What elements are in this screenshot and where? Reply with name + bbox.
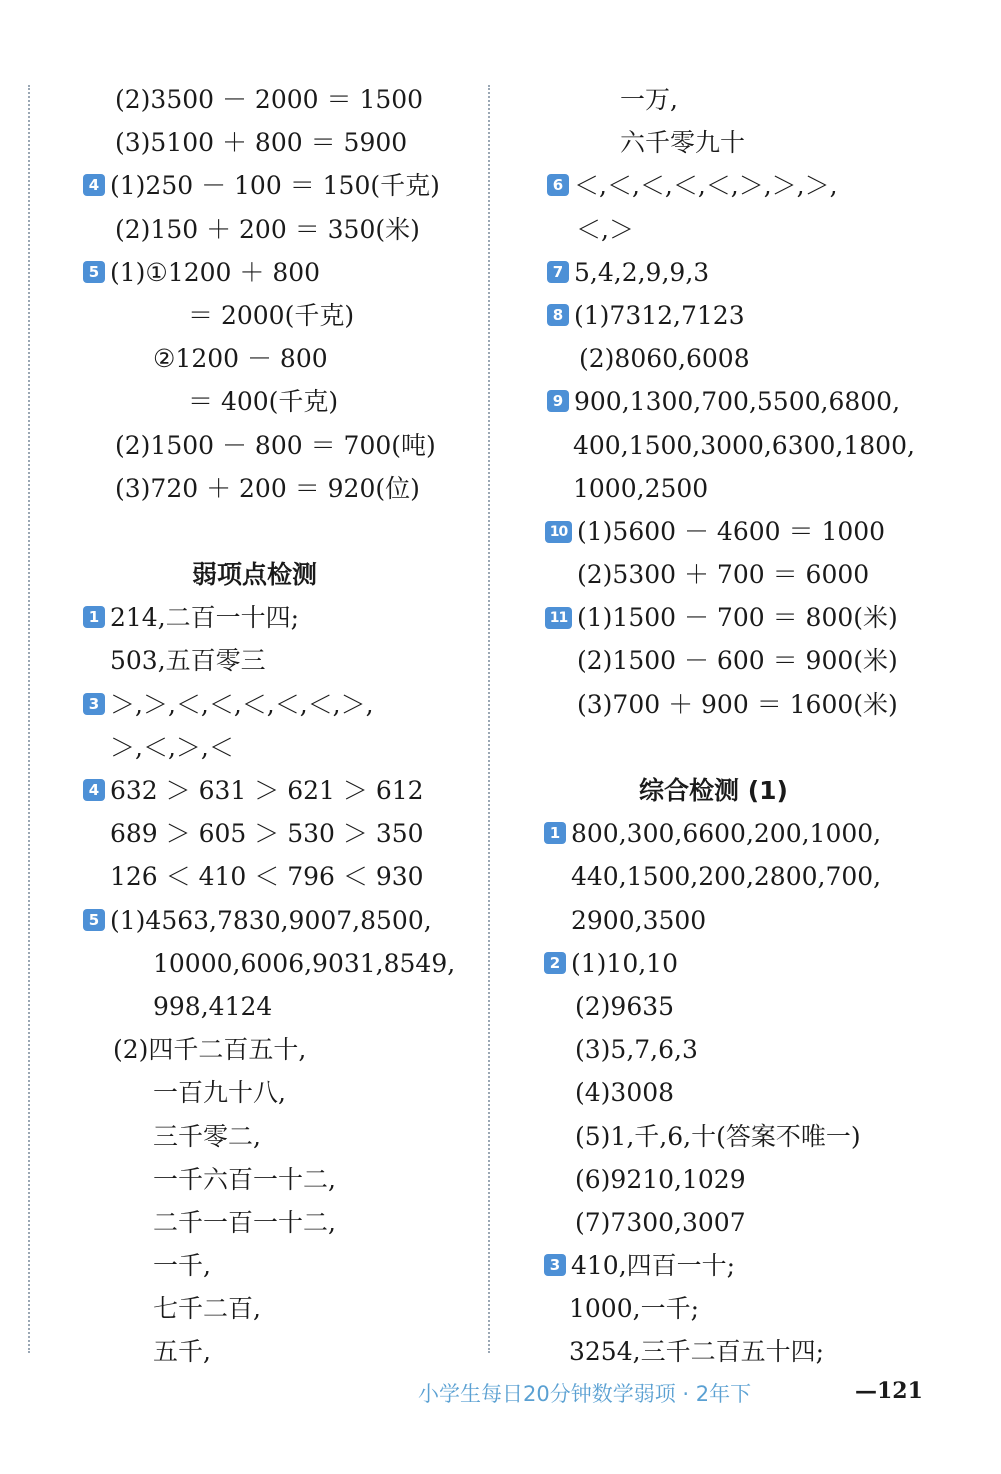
column-divider-rule [488,85,490,1353]
answer-line [544,164,984,207]
answer-text: 1000,2500 [573,473,709,503]
answer-line [80,639,480,682]
right-column [544,78,984,1374]
answer-text: (4)3008 [575,1078,675,1108]
answer-text: 410,四百一十; [571,1251,736,1281]
answer-line [544,1158,984,1201]
answer-text: (3)700 ＋ 900 ＝ 1600(米) [577,689,898,719]
answer-text: ＞,＜,＞,＜ [110,732,234,762]
answer-text: ＝ 2000(千克) [188,300,355,330]
answer-line [80,1071,480,1114]
answer-line [544,942,984,985]
answer-text: (7)7300,3007 [575,1207,746,1237]
question-number-badge: 11 [545,607,572,629]
answer-text: 五千, [153,1337,211,1367]
answer-line [80,380,480,423]
answer-text: (2)8060,6008 [579,344,750,374]
answer-text: 400,1500,3000,6300,1800, [573,430,915,460]
answer-text: 六千零九十 [620,128,746,158]
answer-line [80,251,480,294]
answer-line [80,1287,480,1330]
answer-line [544,380,984,423]
question-number-badge: 4 [83,174,105,196]
answer-text: 一万, [620,85,678,114]
section-heading [544,769,984,812]
answer-text: (2)3500 － 2000 ＝ 1500 [115,85,424,114]
spacer-line [80,510,480,553]
answer-line [544,251,984,294]
question-number-badge: 10 [545,521,572,543]
answer-line [80,985,480,1028]
answer-line [544,639,984,682]
question-number-badge: 1 [544,822,566,844]
answer-line [80,208,480,251]
answer-line [544,553,984,596]
answer-text: (1)7312,7123 [574,300,745,330]
answer-text: 632 ＞ 631 ＞ 621 ＞ 612 [110,776,424,805]
question-number-badge: 9 [547,390,569,412]
answer-text: 126 ＜ 410 ＜ 796 ＜ 930 [110,862,424,892]
question-number-badge: 5 [83,261,105,283]
answer-text: 2900,3500 [571,905,707,935]
answer-line [80,1244,480,1287]
answer-line [80,78,480,121]
answer-line [80,467,480,510]
question-number-badge: 5 [83,909,105,931]
answer-text: 689 ＞ 605 ＞ 530 ＞ 350 [110,819,424,849]
answer-text: 一百九十八, [153,1078,286,1108]
answer-line [80,164,480,207]
answer-text: (2)1500 － 600 ＝ 900(米) [577,646,898,676]
answer-line [80,1201,480,1244]
answer-line [544,121,984,164]
answer-text: 3254,三千二百五十四; [569,1337,824,1367]
answer-text: (2)1500 － 800 ＝ 700(吨) [115,430,436,460]
answer-text: ②1200 － 800 [153,344,328,374]
answer-line [544,1115,984,1158]
question-number-badge: 4 [83,779,105,801]
answer-line [544,985,984,1028]
answer-text: (1)1500 － 700 ＝ 800(米) [577,603,898,633]
question-number-badge: 7 [547,261,569,283]
answer-line [80,812,480,855]
answer-line [80,855,480,898]
answer-text: 5,4,2,9,9,3 [574,257,710,287]
answer-line [544,1071,984,1114]
answer-line [544,424,984,467]
answer-text: ＜,＞ [576,214,634,244]
answer-line [544,208,984,251]
answer-line [80,726,480,769]
answer-text: (3)5100 ＋ 800 ＝ 5900 [115,128,408,158]
answer-text: (2)5300 ＋ 700 ＝ 6000 [577,560,870,590]
answer-line [80,1028,480,1071]
answer-text: (2)四千二百五十, [113,1035,307,1065]
answer-line [544,855,984,898]
section-heading-text: 综合检测 (1) [639,776,788,805]
answer-text: 440,1500,200,2800,700, [571,862,882,892]
answer-line [80,942,480,985]
answer-text: 一千六百一十二, [153,1164,336,1194]
answer-line [80,596,480,639]
spacer-line [544,726,984,769]
section-heading [80,553,480,596]
left-margin-rule [28,85,30,1353]
answer-text: 七千二百, [153,1294,261,1324]
answer-line [80,1158,480,1201]
answer-text: 一千, [153,1251,211,1281]
answer-line [80,1330,480,1373]
question-number-badge: 3 [544,1254,566,1276]
answer-line [544,596,984,639]
question-number-badge: 6 [547,174,569,196]
answer-line [544,1201,984,1244]
answer-text: (6)9210,1029 [575,1164,746,1194]
footer-book-title: 小学生每日20分钟数学弱项 · 2年下 [418,1382,752,1406]
answer-text: 900,1300,700,5500,6800, [574,387,901,417]
answer-line [544,1028,984,1071]
answer-text: 503,五百零三 [110,646,266,676]
answer-text: 10000,6006,9031,8549, [153,948,456,978]
answer-line [80,769,480,812]
answer-text: (2)150 ＋ 200 ＝ 350(米) [115,214,420,244]
answer-line [80,121,480,164]
section-heading-text: 弱项点检测 [192,560,318,590]
answer-text: (1)5600 － 4600 ＝ 1000 [577,516,886,546]
answer-line [544,467,984,510]
answer-line [544,812,984,855]
answer-line [544,1287,984,1330]
answer-text: (1)①1200 ＋ 800 [110,257,321,287]
answer-text: ＜,＜,＜,＜,＜,＞,＞,＞, [574,171,838,201]
answer-text: 800,300,6600,200,1000, [571,819,882,849]
question-number-badge: 1 [83,606,105,628]
answer-text: ＞,＞,＜,＜,＜,＜,＜,＞, [110,689,374,719]
answer-line [544,78,984,121]
answer-line [544,510,984,553]
answer-text: 1000,一千; [569,1294,699,1324]
question-number-badge: 3 [83,693,105,715]
answer-line [80,424,480,467]
answer-text: (1)4563,7830,9007,8500, [110,905,432,935]
answer-line [544,337,984,380]
answer-line [80,1115,480,1158]
answer-text: 二千一百一十二, [153,1207,336,1237]
answer-line [80,683,480,726]
page-number: —121 [855,1378,923,1404]
answer-text: ＝ 400(千克) [188,387,339,417]
answer-text: (2)9635 [575,991,675,1021]
answer-text: (5)1,千,6,十(答案不唯一) [575,1121,861,1151]
answer-text: (1)10,10 [571,948,678,978]
answer-line [80,899,480,942]
answer-text: (3)720 ＋ 200 ＝ 920(位) [115,473,420,503]
answer-text: (1)250 － 100 ＝ 150(千克) [110,171,440,201]
answer-line [80,337,480,380]
question-number-badge: 8 [547,304,569,326]
answer-line [544,683,984,726]
answer-text: 998,4124 [153,991,273,1021]
answer-text: 214,二百一十四; [110,603,300,633]
answer-line [544,1244,984,1287]
answer-text: 三千零二, [153,1121,261,1151]
question-number-badge: 2 [544,952,566,974]
answer-text: (3)5,7,6,3 [575,1035,698,1065]
answer-line [80,294,480,337]
answer-line [544,294,984,337]
left-column [80,78,480,1374]
answer-line [544,899,984,942]
answer-line [544,1330,984,1373]
